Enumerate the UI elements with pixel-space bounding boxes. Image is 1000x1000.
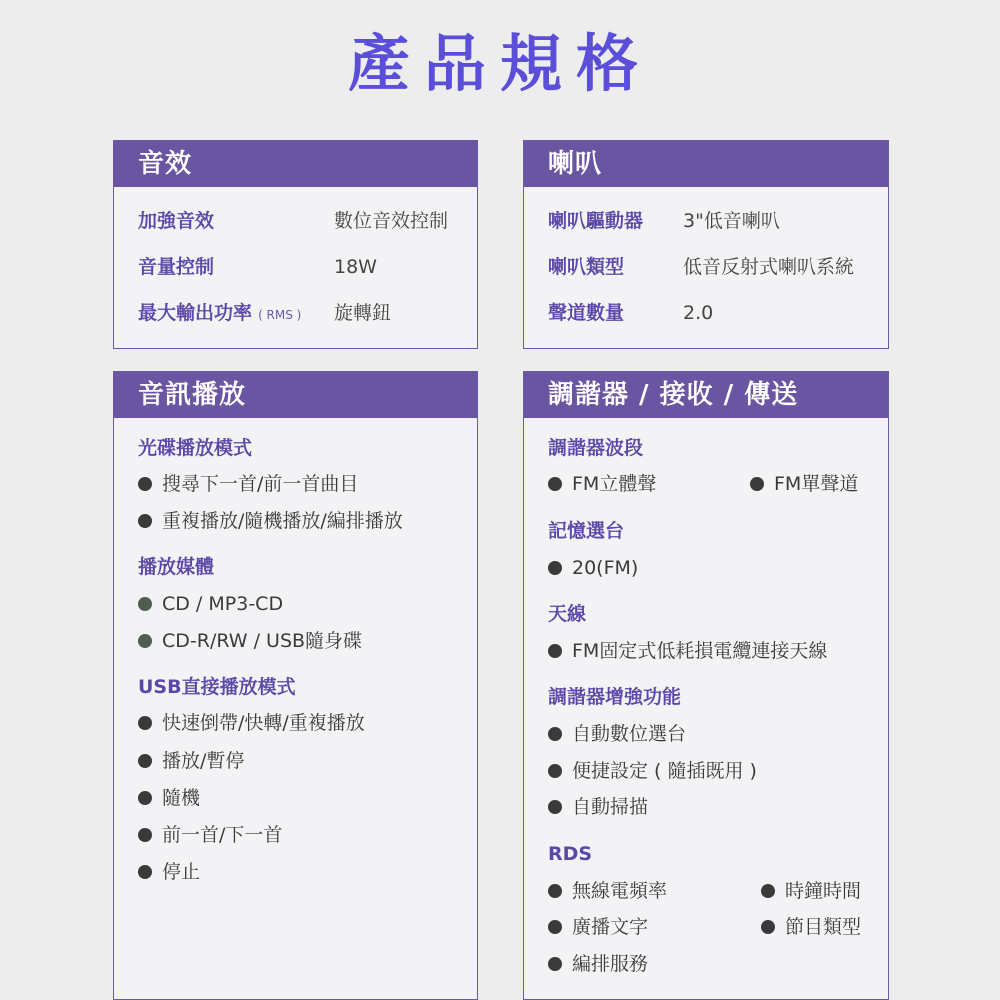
spec-row [138,301,301,327]
bullet-icon [138,828,152,842]
spec-label: 喇叭類型 [548,256,625,278]
bullet-icon [548,644,562,658]
section-title: 調諧器波段 [548,437,644,459]
speaker-panel [523,140,889,349]
list-item: FM立體聲 [548,472,656,496]
section-title: 播放媒體 [138,556,215,578]
list-item: 編排服務 [548,952,648,976]
bullet-icon [548,957,562,971]
spec-row [548,255,624,279]
page-title: 產品規格 [347,27,652,100]
spec-label: 最大輸出功率 [138,302,253,324]
list-item: FM固定式低耗損電纜連接天線 [548,639,827,663]
spec-row [548,301,624,325]
sound-panel [113,140,478,349]
list-item: FM單聲道 [750,472,858,496]
list-item: 時鐘時間 [761,879,861,903]
spec-label: 喇叭驅動器 [548,210,644,232]
playback-panel-header: 音訊播放 [114,372,477,418]
tuner-panel [523,371,889,1000]
bullet-icon [548,727,562,741]
bullet-icon [548,561,562,575]
playback-panel [113,371,478,1000]
bullet-icon [548,920,562,934]
spec-value: 2.0 [683,302,714,324]
bullet-icon [761,920,775,934]
section-title: 天線 [548,603,587,625]
list-item: 20(FM) [548,556,638,580]
bullet-icon [761,884,775,898]
bullet-icon [750,477,764,491]
section-title: 記憶選台 [548,520,625,542]
section-title: RDS [548,843,593,865]
section-title: 光碟播放模式 [138,437,253,459]
spec-label: 聲道數量 [548,302,625,324]
list-item: 廣播文字 [548,915,648,939]
bullet-icon [548,800,562,814]
bullet-icon [548,764,562,778]
spec-label-sub: ( RMS ) [258,308,302,322]
list-item: 隨機 [138,786,200,810]
list-item: 自動掃描 [548,795,648,819]
list-item: 前一首/下一首 [138,823,282,847]
list-item: 快速倒帶/快轉/重複播放 [138,711,365,735]
spec-value: 低音反射式喇叭系統 [683,256,855,278]
spec-label: 加強音效 [138,210,215,232]
tuner-panel-header: 調諧器 / 接收 / 傳送 [524,372,888,418]
spec-value: 18W [334,256,377,278]
list-item: 重複播放/隨機播放/編排播放 [138,509,403,533]
list-item: 搜尋下一首/前一首曲目 [138,472,358,496]
bullet-icon [548,477,562,491]
list-item: CD / MP3-CD [138,592,283,616]
bullet-icon [138,634,152,648]
spec-label: 音量控制 [138,256,215,278]
bullet-icon [138,865,152,879]
bullet-icon [138,514,152,528]
list-item: 播放/暫停 [138,749,244,773]
bullet-icon [138,716,152,730]
spec-row [548,209,643,233]
bullet-icon [548,884,562,898]
bullet-icon [138,754,152,768]
spec-value: 數位音效控制 [334,210,449,232]
section-title: USB直接播放模式 [138,676,296,698]
section-title: 調諧器增強功能 [548,686,682,708]
spec-value: 旋轉鈕 [334,302,392,324]
list-item: 停止 [138,860,200,884]
speaker-panel-header: 喇叭 [524,141,888,187]
spec-value: 3"低音喇叭 [683,210,780,232]
list-item: 無線電頻率 [548,879,667,903]
sound-panel-header: 音效 [114,141,477,187]
bullet-icon [138,791,152,805]
list-item: CD-R/RW / USB隨身碟 [138,629,362,653]
bullet-icon [138,597,152,611]
list-item: 節目類型 [761,915,861,939]
list-item: 自動數位選台 [548,722,686,746]
spec-row [138,209,214,233]
list-item: 便捷設定 ( 隨插既用 ) [548,759,757,783]
bullet-icon [138,477,152,491]
spec-row [138,255,214,279]
